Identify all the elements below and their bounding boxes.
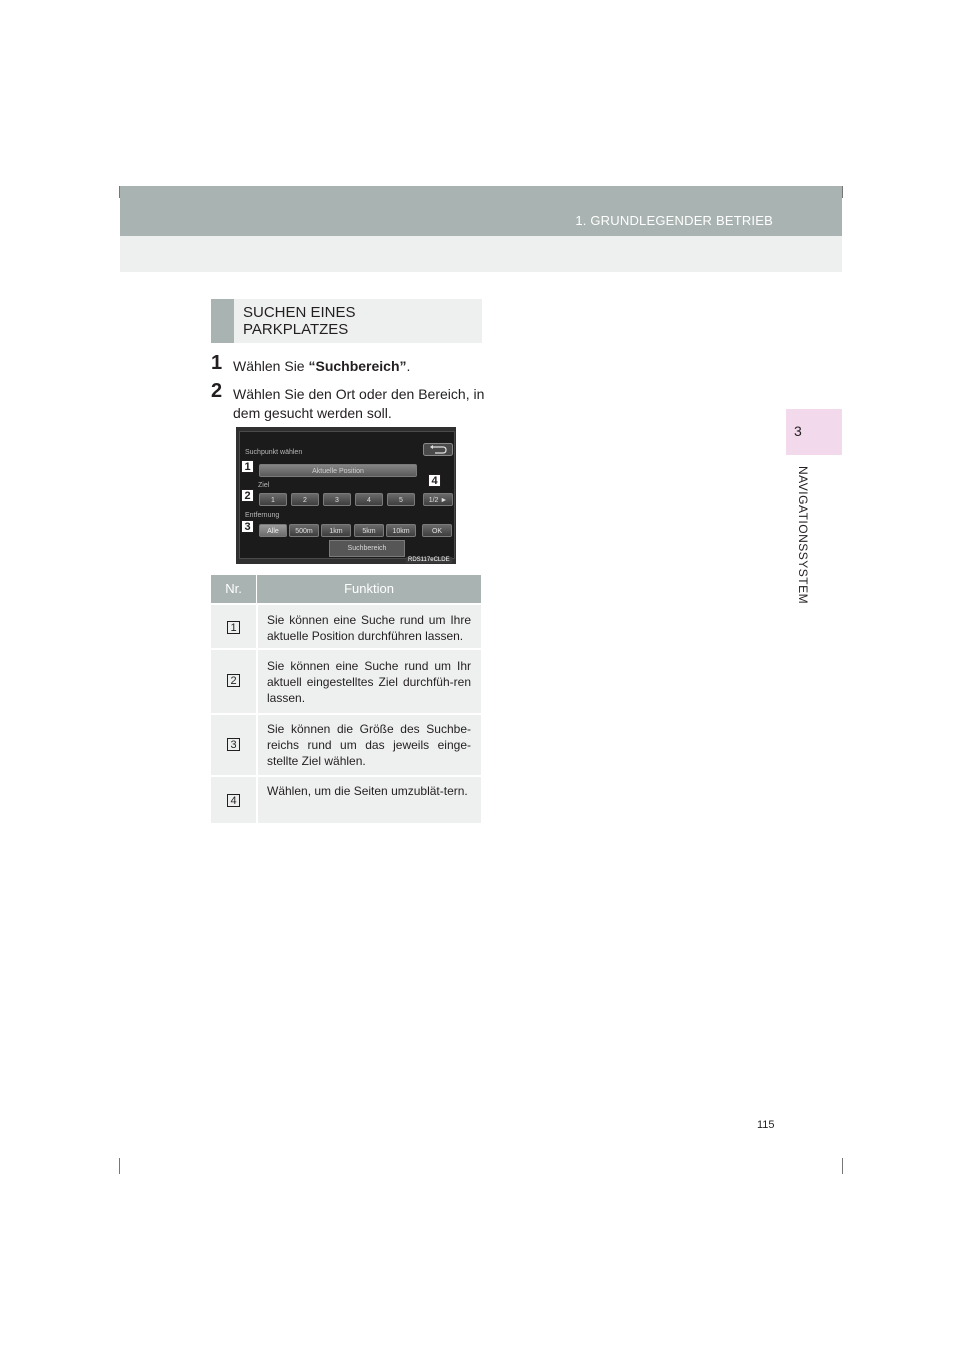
step-number: 1 <box>211 352 223 374</box>
page-number: 115 <box>757 1119 775 1131</box>
table-row <box>211 603 481 648</box>
row-function-text: Sie können eine Suche rund um Ihre aktuelle Position durchführen lassen. <box>267 613 471 643</box>
destination-2-button[interactable]: 2 <box>291 493 319 506</box>
callout-3: 3 <box>241 520 254 533</box>
row-function-text: Sie können eine Suche rund um Ihr aktuell eingestelltes Ziel durchfüh-ren lassen. <box>267 659 471 705</box>
navigation-screen-illustration <box>236 427 456 564</box>
distance-all-button[interactable]: Alle <box>259 524 287 537</box>
section-title-line2: PARKPLATZES <box>243 321 349 338</box>
distance-1km-button[interactable]: 1km <box>321 524 351 537</box>
callout-1: 1 <box>241 460 254 473</box>
distance-5km-button[interactable]: 5km <box>354 524 384 537</box>
row-number-cell <box>211 650 256 713</box>
section-title-line1: SUCHEN EINES <box>243 304 356 321</box>
header-subband <box>120 236 842 272</box>
destination-5-button[interactable]: 5 <box>387 493 415 506</box>
crop-mark-bottom-left <box>119 1158 120 1174</box>
table-row <box>211 713 481 775</box>
step-text <box>233 357 485 376</box>
page-button[interactable]: 1/2 ► <box>423 493 453 506</box>
section-heading <box>211 299 482 343</box>
table-header <box>211 575 481 603</box>
step-text-prefix: Wählen Sie <box>233 358 309 374</box>
section-title <box>243 304 356 338</box>
step-text-emphasis: “Suchbereich” <box>308 358 407 374</box>
screen-title: Suchpunkt wählen <box>245 449 303 456</box>
chapter-number: 3 <box>794 423 802 439</box>
step-number: 2 <box>211 380 223 402</box>
step-1 <box>211 352 486 377</box>
distance-label: Entfernung <box>245 512 280 519</box>
column-divider <box>256 715 258 775</box>
header-band <box>120 186 842 236</box>
column-divider <box>256 650 258 713</box>
image-code: RDS117eCLDE <box>408 557 450 563</box>
step-2 <box>211 380 486 425</box>
step-text-suffix: . <box>406 358 411 374</box>
column-header-nr: Nr. <box>225 581 242 596</box>
row-function-text: Wählen, um die Seiten umzublät-tern. <box>267 784 468 798</box>
destination-3-button[interactable]: 3 <box>323 493 351 506</box>
callout-4: 4 <box>428 474 441 487</box>
side-label: NAVIGATIONSSYSTEM <box>796 466 810 605</box>
column-divider <box>256 605 258 648</box>
distance-10km-button[interactable]: 10km <box>386 524 416 537</box>
row-number: 4 <box>227 794 240 807</box>
destination-1-button[interactable]: 1 <box>259 493 287 506</box>
back-arrow-icon[interactable] <box>423 443 453 456</box>
row-number: 1 <box>227 621 240 634</box>
crop-mark-top-right <box>842 186 843 198</box>
row-number-cell <box>211 715 256 775</box>
row-function-text: Sie können die Größe des Suchbe-reichs rund um das jeweils einge-stellte Ziel wählen. <box>267 722 471 768</box>
destination-label: Ziel <box>258 482 270 489</box>
table-row <box>211 775 481 823</box>
search-area-tab[interactable]: Suchbereich <box>329 540 405 557</box>
crop-mark-bottom-right <box>842 1158 843 1174</box>
current-position-button[interactable]: Aktuelle Position <box>259 464 417 477</box>
screen-display <box>239 431 455 559</box>
row-number: 2 <box>227 674 240 687</box>
ok-button[interactable]: OK <box>422 524 452 537</box>
function-table <box>211 575 481 823</box>
distance-500m-button[interactable]: 500m <box>289 524 319 537</box>
chapter-title: 1. GRUNDLEGENDER BETRIEB <box>575 213 773 228</box>
step-text: Wählen Sie den Ort oder den Bereich, in dem gesucht werden soll. <box>233 386 485 421</box>
column-header-function: Funktion <box>344 581 394 596</box>
column-divider <box>256 777 258 823</box>
table-row <box>211 648 481 713</box>
destination-4-button[interactable]: 4 <box>355 493 383 506</box>
section-heading-bar <box>211 299 234 343</box>
row-number-cell <box>211 777 256 823</box>
row-number: 3 <box>227 738 240 751</box>
row-number-cell <box>211 605 256 648</box>
callout-2: 2 <box>241 489 254 502</box>
